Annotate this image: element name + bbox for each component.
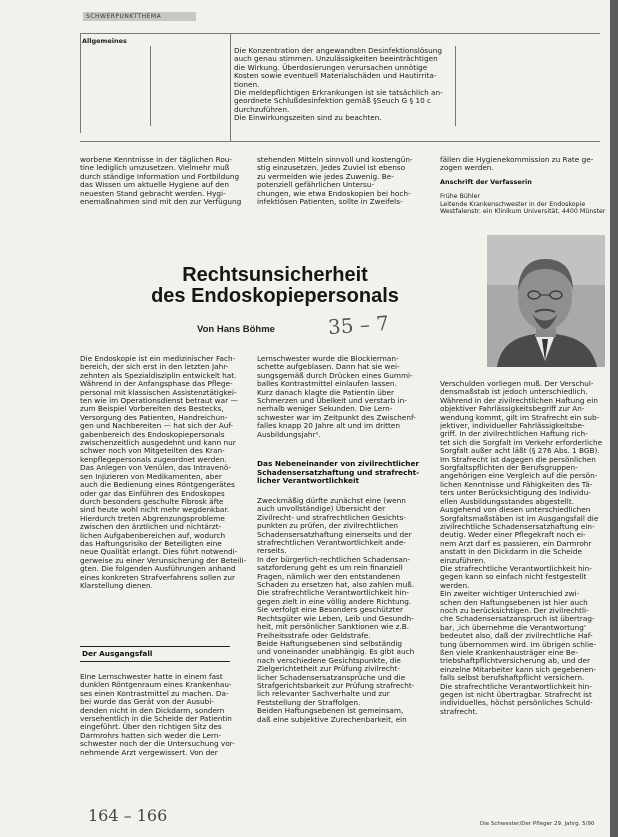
box-title: Allgemeines — [82, 37, 127, 45]
box-left-rule — [80, 33, 81, 133]
article-title-text: Rechtsunsicherheit des Endoskopiepersonals — [151, 264, 399, 307]
intro-column-3: fällen die Hygienekommission zu Rate ge- zogen werden. — [440, 155, 594, 173]
article-column-2-continued: Zweckmäßig dürfte zunächst eine (wenn auch unvollständige) Übersicht der Zivilrecht- und strafrechtlichen Gesichts- punkten zu prüfen, der zivilrechtlichen Schadensersatzhaftung einerseits und der strafrechtlichen Verantwortlichkeit ande- rerseits. In der bürgerlich-rechtlichen Schadensan- satzforderung geht es um rein finanziell Fragen, nämlich wer den entstandenen Schaden zu ersetzen hat, also zahlen muß. Die strafrechtliche Verantwortlichkeit hin- gegen zielt in eine völlig andere Richtung. Sie verfolgt eine Besonders geschützter Rechtsgüter wie Leben, Leib und Gesundh- heit, mit persönlicher Sanktionen wie z.B. Freiheitsstrafe oder Geldstrafe. Beide Haftungsebenen sind selbständig und voneinander unabhängig. Es gibt auch nach verschiedene Gesichtspunkte, die Zielgerichtetheit zur Prüfung zivilrecht- licher Schadensersatzansprüche und die Strafgerichtsbarkeit zur Prüfung strafrecht- lich relevanter Sachverhalte und zur Feststellung der Straffolgen. Beiden Haftungsebenen ist gemeinsam, daß eine subjektive Zurechenbarkeit, ein — [257, 496, 415, 724]
article-column-2: Lernschwester wurde die Blockierman- schette aufgeblasen. Dann hat sie wei- sungsgemäß durch Drücken eines Gummi- balles Kontrastmittel einlaufen lassen. Kurz danach klagte die Patientin über Schmerzen und Übelkeit und verstarb in- nerhalb weniger Sekunden. Die Lern- schwester war im Zeitpunkt des Zwischenf- falles knapp 20 Jahre alt und im dritten Ausbildungsjahr¹. — [257, 354, 416, 439]
address-title: Anschrift der Verfasserin — [440, 178, 532, 186]
section-heading-ausgangsfall: Der Ausgangsfall — [80, 646, 230, 662]
box-bottom-rule — [80, 141, 600, 142]
box-inner-rule — [150, 46, 151, 126]
address-block: Frühe Bühler Leitende Krankenschwester in der Endoskopie Westfalenstr. ein Klinikum Universität, 4400 Münster — [440, 193, 606, 215]
box-divider — [230, 33, 231, 141]
box-top-rule — [80, 33, 600, 34]
page-number-handwritten: 164 – 166 — [88, 806, 168, 825]
article-title — [125, 265, 425, 307]
journal-footer: Die Schwester/Der Pfleger 29. Jahrg. 5/90 — [480, 821, 595, 827]
intro-column-2: stehenden Mitteln sinnvoll und kostengün- stig einzusetzen. Jedes Zuviel ist ebenso zu vermeiden wie jedes Zuwenig. Be- potenziell gefährlichen Untersu- chungen, wie etwa Endoskopien bei hoch- infektiösen Patienten, sollte in Zweifels- — [257, 155, 413, 207]
box-inner-rule-right — [455, 46, 456, 126]
intro-column-1: worbene Kenntnisse in der täglichen Rou- tine lediglich umzusetzen. Vielmehr muß durch ständige Information und Fortbildung das Wissen um aktuelle Hygiene auf den neuesten Stand gebracht werden. Hygi- enemaßnahmen sind mit den zur Verfügung — [80, 155, 242, 207]
article-column-1: Die Endoskopie ist ein medizinischer Fach- bereich, der sich erst in den letzten Jahr- zehnten als Spezialdisziplin entwickelt hat. Während in der Anfangsphase das Pflege- personal mit klassischen Assistenztätigkei- ten wie im Operationsdienst betraut war — zum Beispiel Vorbereiten des Bestecks, Versorgung des Patienten, Handreichun- gen und Nachbereiten — hat sich der Auf- gabenbereich des Endoskopiepersonals zwischenzeitlich ausgedehnt und kann nur schwer noch von Mitgeteilten des Kran- kenpflegepersonals zugeordnet werden. Das Anlegen von Venülen, das Intravenö- sen Injizieren von Medikamenten, aber auch die Bedienung eines Röntgengerätes oder gar das Einführen des Endoskopes durch besonders geschulte Fibrosk äfte sind heute wohl nicht mehr wegdenkbar. Hierdurch treten Abgrenzungsprobleme zwischen den ärztlichen und nichtärzt- lichen Aufgabenbereichen auf, wodurch das Haftungsrisiko der Beteiligten eine neue Qualität erlangt. Dies führt notwendi- gerweise zu einer Verunsicherung der Beteili- gten. Die folgenden Ausführungen anhand eines konkreten Strafverfahrens sollen zur Klarstellung dienen. — [80, 354, 247, 590]
portrait-image — [487, 235, 605, 367]
author-photo — [487, 235, 605, 367]
article-column-3: Verschulden vorliegen muß. Der Verschul- densmaßstab ist jedoch unterschiedlich. Während in der zivilrechtlichen Haftung ein objektiver Fahrlässigkeitsbegriff zur An- wendung kommt, gilt im Strafrecht ein sub- jektiver, individueller Fahrlässigkeitsbe- griff. In der zivilrechtlichen Haftung rich- tet sich die Sorgfalt im Verkehr erforderliche Sorgfalt außer acht läßt (§ 276 Abs. 1 BGB). Im Strafrecht ist dagegen die persönlichen Sorgfaltspflichten der Berufsgruppen- angehörigen eine Vergleich auf die persön- lichen Kenntnisse und Fähigkeiten des Tä- ters unter Berücksichtigung des Individu- ellen Ausbildungsstandes abgestellt. Ausgehend von diesen unterschiedlichen Sorgfaltsmaßstäben ist im Ausgangsfall die zivilrechtliche Schadensersatzhaftung ein- deutig. Weder einer Pflegekraft noch ei- nem Arzt darf es passieren, ein Darmrohr anstatt in den Dickdarm in die Scheide einzuführen. Die strafrechtliche Verantwortlichkeit hin- gegen kann so einfach nicht festgestellt werden. Ein zweiter wichtiger Unterschied zwi- schen den Haftungsebenen ist hier auch noch zu berücksichtigen. Der zivilrechtli- che Schadensersatzanspruch ist übertrag- bar, ‚ich übernehme die Verantwortung‘ bedeutet also, daß der zivilrechtliche Haf- tung übernommen wird. Im übrigen schlie- ßen viele Krankenhausträger eine Be- triebshaftpflichtversicherung ab, und der einzelne Mitarbeiter kann sich gegebenen- falls selbst berufshaftpflicht versichern. Die strafrechtliche Verantwortlichkeit hin- gegen ist nicht übertragbar. Strafrecht ist individuelles, höchst persönliches Schuld- strafrecht. — [440, 379, 603, 716]
article-column-1-continued: Eine Lernschwester hatte in einem fast dunklen Röntgenraum eines Krankenhau- ses einen Kontrastmittel zu machen. Da- bei wurde das Gerät von der Ausubi- denden nicht in den Dickdarm, sondern versehentlich in die Scheide der Patientin eingeführt. Über den richtigen Sitz des Darmrohrs hatten sich weder die Lern- schwester noch der die Untersuchung vor- nehmende Arzt vergewissert. Von der — [80, 672, 235, 757]
section-rubric: SCHWERPUNKTTHEMA — [83, 12, 196, 21]
article-author: Von Hans Böhme — [197, 324, 275, 335]
handwritten-note: 35 – 7 — [327, 310, 390, 340]
box-text: Die Konzentration der angewandten Desinfektionslösung auch genau stimmen. Unzulässigkeiten beeinträchtigen die Wirkung. Überdosierungen verursachen unnötige Kosten sowie eventuell Materialschäden und Hautirrita- tionen. Die meldepflichtigen Erkrankungen ist sie tatsächlich an- geordnete Schlußdesinfektion gemäß §Seuch G § 10 c durchzuführen. Die Einwirkungszeiten sind zu beachten. — [234, 46, 443, 123]
section-heading-haftung: Das Nebeneinander von zivilrechtlicher Schadensersatzhaftung und strafrecht- licher Verantwortlichkeit — [257, 459, 420, 485]
